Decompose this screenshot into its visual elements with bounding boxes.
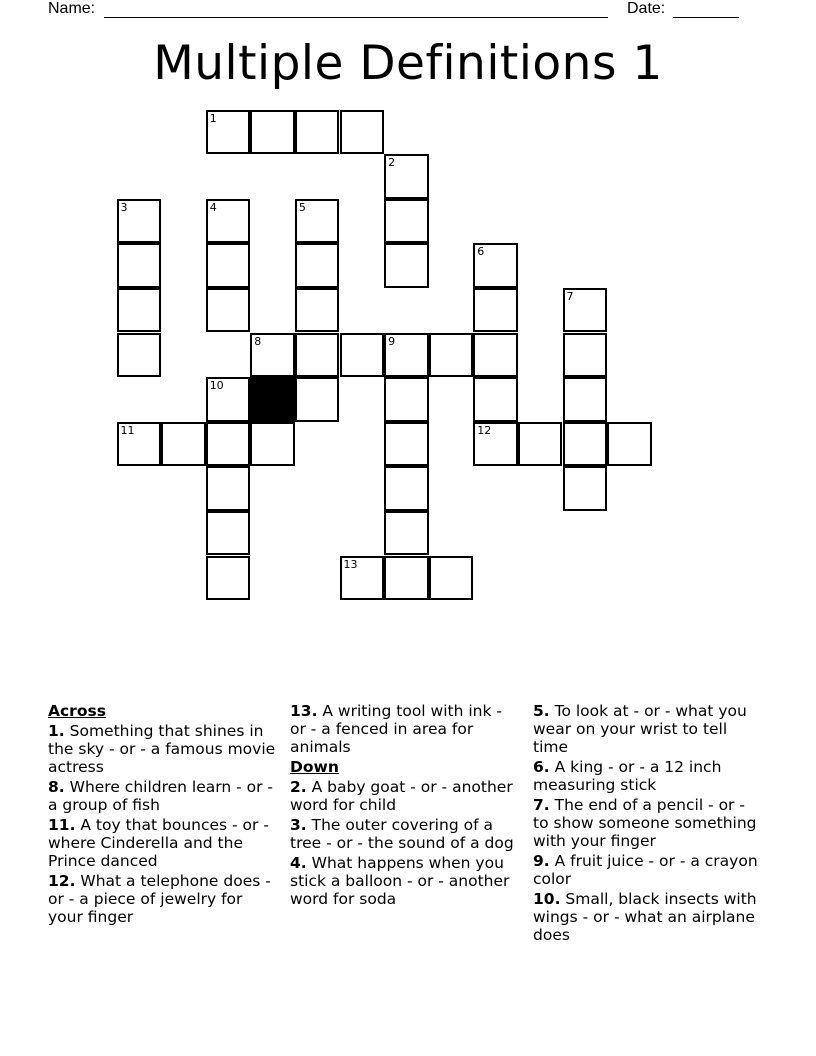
answer-cell[interactable]	[563, 422, 608, 467]
answer-cell[interactable]	[206, 511, 251, 556]
clue-across-1	[48, 722, 280, 776]
answer-cell[interactable]	[384, 243, 429, 288]
clue-text: A baby goat - or - another word for child	[290, 778, 513, 814]
clue-number: 1.	[48, 722, 65, 740]
clue-number: 9.	[533, 852, 550, 870]
clue-text: A writing tool with ink - or - a fenced in area for animals	[290, 702, 502, 756]
clue-across-11	[48, 816, 280, 870]
clue-column-3	[533, 702, 765, 946]
across-heading: Across	[48, 702, 106, 720]
answer-cell[interactable]	[473, 377, 518, 422]
clue-down-6	[533, 758, 765, 794]
answer-cell[interactable]	[206, 377, 251, 422]
answer-cell[interactable]	[384, 511, 429, 556]
answer-cell[interactable]	[563, 288, 608, 333]
clue-text: What happens when you stick a balloon - or - another word for soda	[290, 854, 510, 908]
answer-cell[interactable]	[429, 556, 474, 601]
answer-cell[interactable]	[473, 243, 518, 288]
clue-number-label: 12	[477, 423, 492, 437]
answer-cell[interactable]	[206, 422, 251, 467]
answer-cell[interactable]	[206, 199, 251, 244]
answer-cell[interactable]	[384, 377, 429, 422]
answer-cell[interactable]	[340, 556, 385, 601]
answer-cell[interactable]	[295, 199, 340, 244]
name-label: Name:	[48, 0, 96, 17]
clue-column-1	[48, 702, 280, 928]
clue-number: 12.	[48, 872, 76, 890]
answer-cell[interactable]	[384, 466, 429, 511]
answer-cell[interactable]	[563, 333, 608, 378]
answer-cell[interactable]	[206, 556, 251, 601]
answer-cell[interactable]	[384, 199, 429, 244]
answer-cell[interactable]	[206, 243, 251, 288]
clue-number-label: 11	[120, 423, 135, 437]
clue-number: 8.	[48, 778, 65, 796]
clue-down-10	[533, 890, 765, 944]
answer-cell[interactable]	[295, 243, 340, 288]
clue-number-label: 10	[209, 379, 224, 393]
clue-down-3	[290, 816, 522, 852]
answer-cell[interactable]	[250, 110, 295, 155]
clue-number: 10.	[533, 890, 561, 908]
clue-text: To look at - or - what you wear on your wrist to tell time	[533, 702, 747, 756]
answer-cell[interactable]	[384, 333, 429, 378]
clue-column-2	[290, 702, 522, 910]
clue-down-7	[533, 796, 765, 850]
clue-number-label: 4	[209, 200, 217, 214]
clue-number: 11.	[48, 816, 76, 834]
clue-number: 4.	[290, 854, 307, 872]
answer-cell[interactable]	[117, 199, 162, 244]
date-label: Date:	[627, 0, 666, 17]
clue-number-label: 13	[343, 557, 358, 571]
worksheet-header	[0, 0, 816, 20]
answer-cell[interactable]	[117, 422, 162, 467]
answer-cell[interactable]	[563, 466, 608, 511]
answer-cell[interactable]	[429, 333, 474, 378]
clue-text: What a telephone does - or - a piece of jewelry for your finger	[48, 872, 271, 926]
clue-number-label: 3	[120, 200, 128, 214]
clue-text: Small, black insects with wings - or - what an airplane does	[533, 890, 757, 944]
clue-number-label: 7	[566, 289, 574, 303]
answer-cell[interactable]	[340, 333, 385, 378]
down-heading: Down	[290, 758, 339, 776]
answer-cell[interactable]	[473, 333, 518, 378]
answer-cell[interactable]	[295, 333, 340, 378]
answer-cell[interactable]	[161, 422, 206, 467]
answer-cell[interactable]	[250, 333, 295, 378]
clue-number-label: 5	[298, 200, 306, 214]
answer-cell[interactable]	[384, 556, 429, 601]
answer-cell[interactable]	[295, 288, 340, 333]
clue-number-label: 8	[254, 334, 262, 348]
clue-text: A toy that bounces - or - where Cinderella and the Prince danced	[48, 816, 269, 870]
name-field-line[interactable]	[104, 17, 608, 18]
clue-number-label: 1	[209, 111, 217, 125]
clue-down-2	[290, 778, 522, 814]
black-square	[250, 377, 295, 422]
answer-cell[interactable]	[563, 377, 608, 422]
clue-number: 5.	[533, 702, 550, 720]
answer-cell[interactable]	[384, 422, 429, 467]
clue-text: A king - or - a 12 inch measuring stick	[533, 758, 722, 794]
clue-text: The outer covering of a tree - or - the sound of a dog	[290, 816, 514, 852]
answer-cell[interactable]	[473, 288, 518, 333]
clue-across-8	[48, 778, 280, 814]
answer-cell[interactable]	[117, 243, 162, 288]
answer-cell[interactable]	[295, 110, 340, 155]
clue-text: A fruit juice - or - a crayon color	[533, 852, 758, 888]
clue-number: 6.	[533, 758, 550, 776]
clue-number: 13.	[290, 702, 318, 720]
clue-text: Something that shines in the sky - or - a famous movie actress	[48, 722, 276, 776]
clue-down-4	[290, 854, 522, 908]
answer-cell[interactable]	[295, 377, 340, 422]
answer-cell[interactable]	[206, 110, 251, 155]
answer-cell[interactable]	[117, 333, 162, 378]
clue-number: 2.	[290, 778, 307, 796]
answer-cell[interactable]	[340, 110, 385, 155]
date-field-line[interactable]	[673, 17, 739, 18]
clue-number-label: 6	[477, 245, 485, 259]
answer-cell[interactable]	[607, 422, 652, 467]
clue-across-13	[290, 702, 522, 756]
answer-cell[interactable]	[206, 288, 251, 333]
clue-across-12	[48, 872, 280, 926]
clue-text: Where children learn - or - a group of fish	[48, 778, 274, 814]
answer-cell[interactable]	[117, 288, 162, 333]
clue-down-9	[533, 852, 765, 888]
answer-cell[interactable]	[384, 154, 429, 199]
clue-number-label: 2	[388, 156, 396, 170]
puzzle-title: Multiple Definitions 1	[153, 36, 663, 91]
answer-cell[interactable]	[206, 466, 251, 511]
clue-text: The end of a pencil - or - to show someone something with your finger	[533, 796, 757, 850]
clue-number: 7.	[533, 796, 550, 814]
clue-number: 3.	[290, 816, 307, 834]
clue-number-label: 9	[388, 334, 396, 348]
clue-down-5	[533, 702, 765, 756]
answer-cell[interactable]	[250, 422, 295, 467]
answer-cell[interactable]	[518, 422, 563, 467]
answer-cell[interactable]	[473, 422, 518, 467]
